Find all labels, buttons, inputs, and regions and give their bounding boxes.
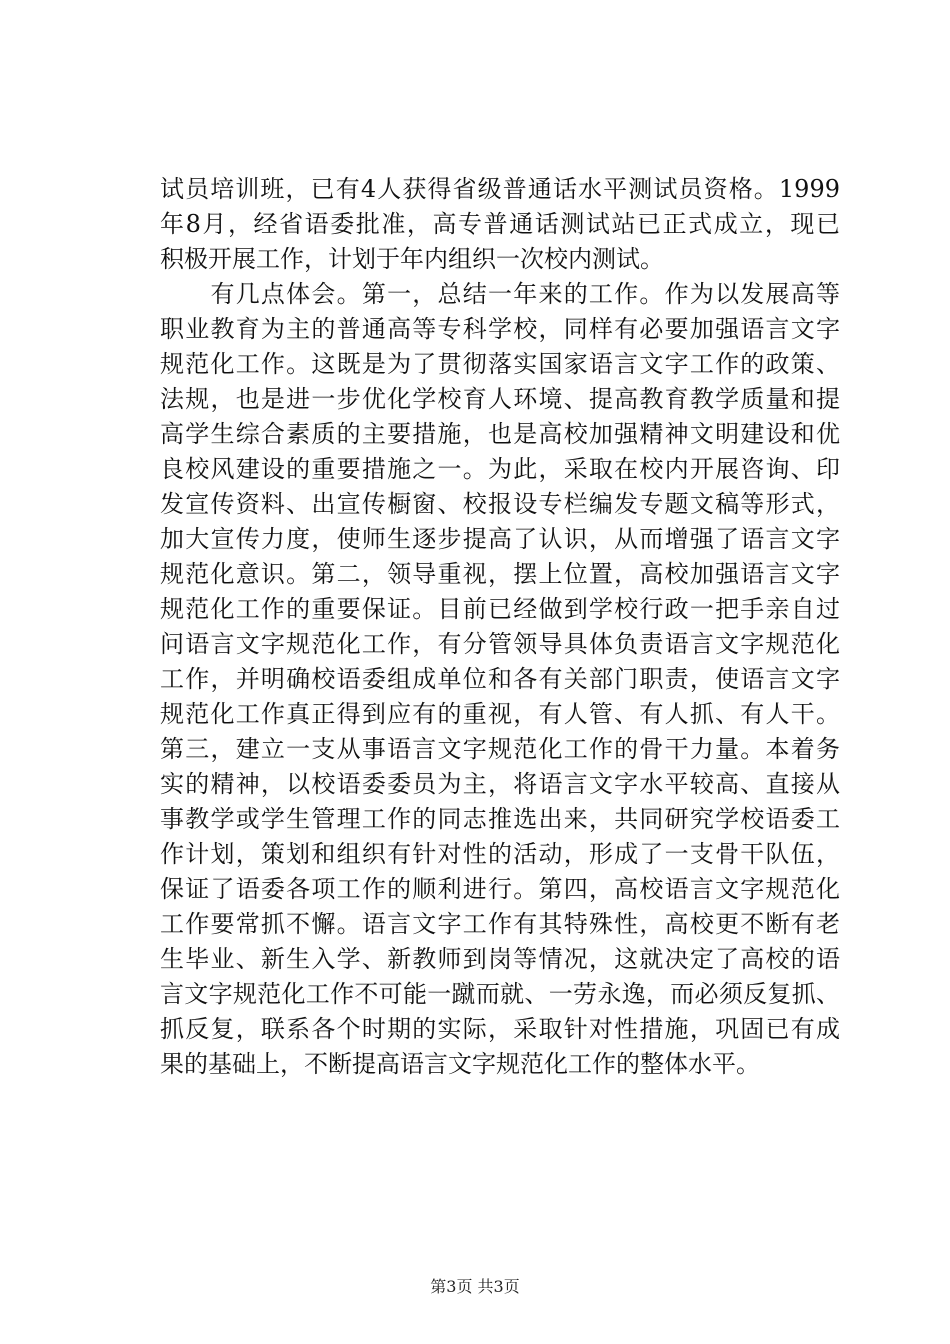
body-text	[160, 172, 840, 1082]
text-line: 事教学或学生管理工作的同志推选出来，共同研究学校语委工	[160, 805, 840, 833]
text-line: 有几点体会。第一，总结一年来的工作。作为以发展高等	[160, 280, 840, 308]
page-number-label: 第3页 共3页	[430, 1277, 520, 1296]
text-line: 抓反复，联系各个时期的实际，采取针对性措施，巩固已有成	[160, 1015, 840, 1043]
text-line: 问语言文字规范化工作，有分管领导具体负责语言文字规范化	[160, 630, 840, 658]
text-line: 实的精神，以校语委委员为主，将语言文字水平较高、直接从	[160, 770, 840, 798]
text-line: 规范化工作真正得到应有的重视，有人管、有人抓、有人干。	[160, 700, 840, 728]
text-line: 年8月，经省语委批准，高专普通话测试站已正式成立，现已	[160, 210, 840, 238]
text-line: 规范化工作。这既是为了贯彻落实国家语言文字工作的政策、	[160, 350, 840, 378]
text-line: 保证了语委各项工作的顺利进行。第四，高校语言文字规范化	[160, 875, 840, 903]
text-line: 第三，建立一支从事语言文字规范化工作的骨干力量。本着务	[160, 735, 840, 763]
page-footer	[0, 1277, 950, 1297]
text-line: 规范化意识。第二，领导重视，摆上位置，高校加强语言文字	[160, 560, 840, 588]
text-line: 高学生综合素质的主要措施，也是高校加强精神文明建设和优	[160, 420, 840, 448]
text-line: 生毕业、新生入学、新教师到岗等情况，这就决定了高校的语	[160, 945, 840, 973]
text-line: 作计划，策划和组织有针对性的活动，形成了一支骨干队伍，	[160, 840, 840, 868]
text-line: 工作要常抓不懈。语言文字工作有其特殊性，高校更不断有老	[160, 910, 840, 938]
text-line: 发宣传资料、出宣传橱窗、校报设专栏编发专题文稿等形式，	[160, 490, 840, 518]
text-line: 加大宣传力度，使师生逐步提高了认识，从而增强了语言文字	[160, 525, 840, 553]
text-line: 工作，并明确校语委组成单位和各有关部门职责，使语言文字	[160, 665, 840, 693]
text-line: 法规，也是进一步优化学校育人环境、提高教育教学质量和提	[160, 385, 840, 413]
text-line: 果的基础上，不断提高语言文字规范化工作的整体水平。	[160, 1050, 760, 1078]
text-line: 规范化工作的重要保证。目前已经做到学校行政一把手亲自过	[160, 595, 840, 623]
text-line: 言文字规范化工作不可能一蹴而就、一劳永逸，而必须反复抓、	[160, 980, 840, 1008]
text-line: 职业教育为主的普通高等专科学校，同样有必要加强语言文字	[160, 315, 840, 343]
text-line: 积极开展工作，计划于年内组织一次校内测试。	[160, 245, 664, 273]
text-line: 试员培训班，已有4人获得省级普通话水平测试员资格。1999	[160, 175, 840, 203]
text-line: 良校风建设的重要措施之一。为此，采取在校内开展咨询、印	[160, 455, 840, 483]
